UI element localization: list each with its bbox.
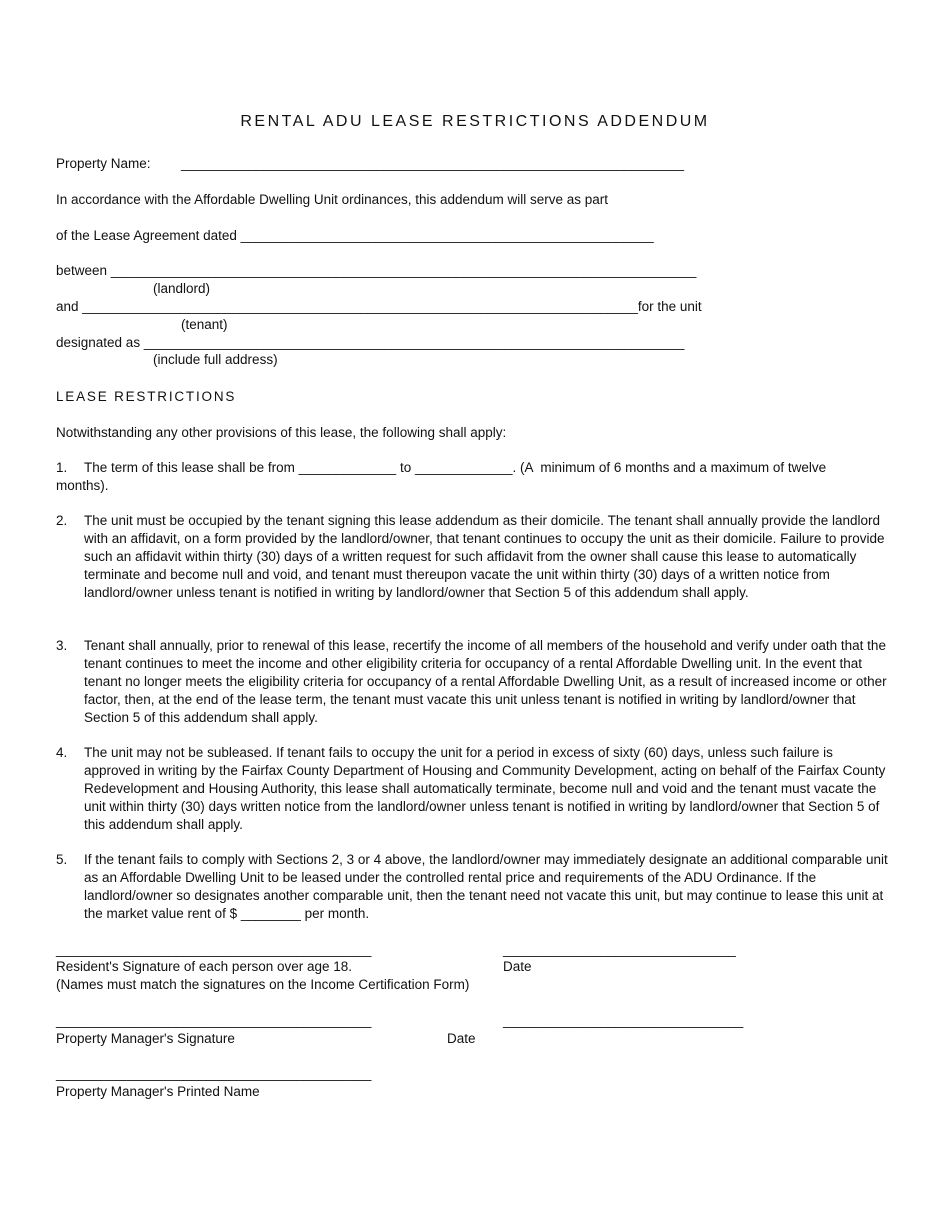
manager-signature-label: Property Manager's Signature — [56, 1031, 235, 1046]
property-name-field[interactable]: ___________________________________________________________________ — [181, 156, 685, 171]
list-item-text: The unit may not be subleased. If tenant fails to occupy the unit for a period in excess of sixty (60) days, unless such failure is approved in writing by the Fairfax County Department of Housing and Community Development, acting on behalf of the Fairfax County Redevelopment and Housing Authority, this lease shall automatically terminate, become null and void and the tenant must vacate the unit within thirty (30) days written notice from the landlord/owner unless tenant is notified in writing by landlord/owner that Section 5 of this addendum shall apply. — [84, 745, 886, 832]
lease-dated-field[interactable]: of the Lease Agreement dated _______________________________________________________ — [56, 228, 654, 243]
section-intro: Notwithstanding any other provisions of this lease, the following shall apply: — [56, 425, 507, 440]
resident-date-label: Date — [503, 959, 532, 974]
resident-note: (Names must match the signatures on the Income Certification Form) — [56, 977, 470, 992]
tenant-caption: (tenant) — [181, 317, 228, 332]
address-caption: (include full address) — [153, 352, 278, 367]
resident-signature-label: Resident's Signature of each person over age 18. — [56, 959, 353, 974]
list-item-number: 5. — [56, 852, 68, 867]
between-field[interactable]: between ______________________________________________________________________________ — [56, 263, 697, 278]
list-item-number: 4. — [56, 745, 68, 760]
list-item-text: The term of this lease shall be from _____________ to _____________. (A minimum of 6 months and a maximum of twelve — [84, 460, 827, 475]
list-item-text: The unit must be occupied by the tenant signing this lease addendum as their domicile. The tenant shall annually provide the landlord with an affidavit, on a form provided by the landlord/owner, that tenant continues to occupy the unit as their domicile. Failure to provide such an affidavit within thirty (30) days of a written request for such affidavit from the owner shall cause this lease to automatically terminate and become null and void, and tenant must thereupon vacate the unit within thirty (30) days of a written notice from landlord/owner unless tenant is notified in writing by landlord/owner that Section 5 of this addendum shall apply. — [84, 513, 885, 600]
and-field[interactable]: and __________________________________________________________________________for the unit — [56, 299, 702, 314]
printed-name-label: Property Manager's Printed Name — [56, 1084, 260, 1099]
intro-text: In accordance with the Affordable Dwelling Unit ordinances, this addendum will serve as part — [56, 192, 609, 207]
manager-date-label: Date — [447, 1031, 476, 1046]
property-name-label: Property Name: — [56, 156, 151, 171]
list-item-number: 2. — [56, 513, 68, 528]
list-item-number: 3. — [56, 638, 68, 653]
resident-signature-line[interactable]: __________________________________________ — [56, 942, 372, 957]
designated-as-field[interactable]: designated as ________________________________________________________________________ — [56, 335, 685, 350]
manager-date-line[interactable]: ________________________________ — [503, 1013, 744, 1028]
section-heading: LEASE RESTRICTIONS — [56, 389, 237, 404]
document-title: RENTAL ADU LEASE RESTRICTIONS ADDENDUM — [240, 113, 710, 130]
list-item-number: 1. — [56, 460, 68, 475]
list-item-text: Tenant shall annually, prior to renewal of this lease, recertify the income of all members of the household and verify under oath that the tenant continues to meet the income and other eligibility criteria for occupancy of a rental Affordable Dwelling unit. In the event that tenant no longer meets the eligibility criteria for occupancy of a rental Affordable Dwelling Unit, as a result of increased income or other factor, then, at the end of the lease term, the tenant must vacate this unit unless tenant is notified in writing by landlord/owner that Section 5 of this addendum shall apply. — [84, 638, 887, 725]
resident-date-line[interactable]: _______________________________ — [503, 942, 736, 957]
manager-signature-line[interactable]: __________________________________________ — [56, 1013, 372, 1028]
list-item-text: If the tenant fails to comply with Sections 2, 3 or 4 above, the landlord/owner may immediately designate an additional comparable unit as an Affordable Dwelling Unit to be leased under the controlled rental price and requirements of the ADU Ordinance. If the landlord/owner so designates another comparable unit, then the tenant need not vacate this unit, but may continue to lease this unit at the market value rent of $ ________ per month. — [84, 852, 888, 921]
landlord-caption: (landlord) — [153, 281, 211, 296]
list-item-text-continued: months). — [56, 478, 109, 493]
printed-name-line[interactable]: __________________________________________ — [56, 1066, 372, 1081]
